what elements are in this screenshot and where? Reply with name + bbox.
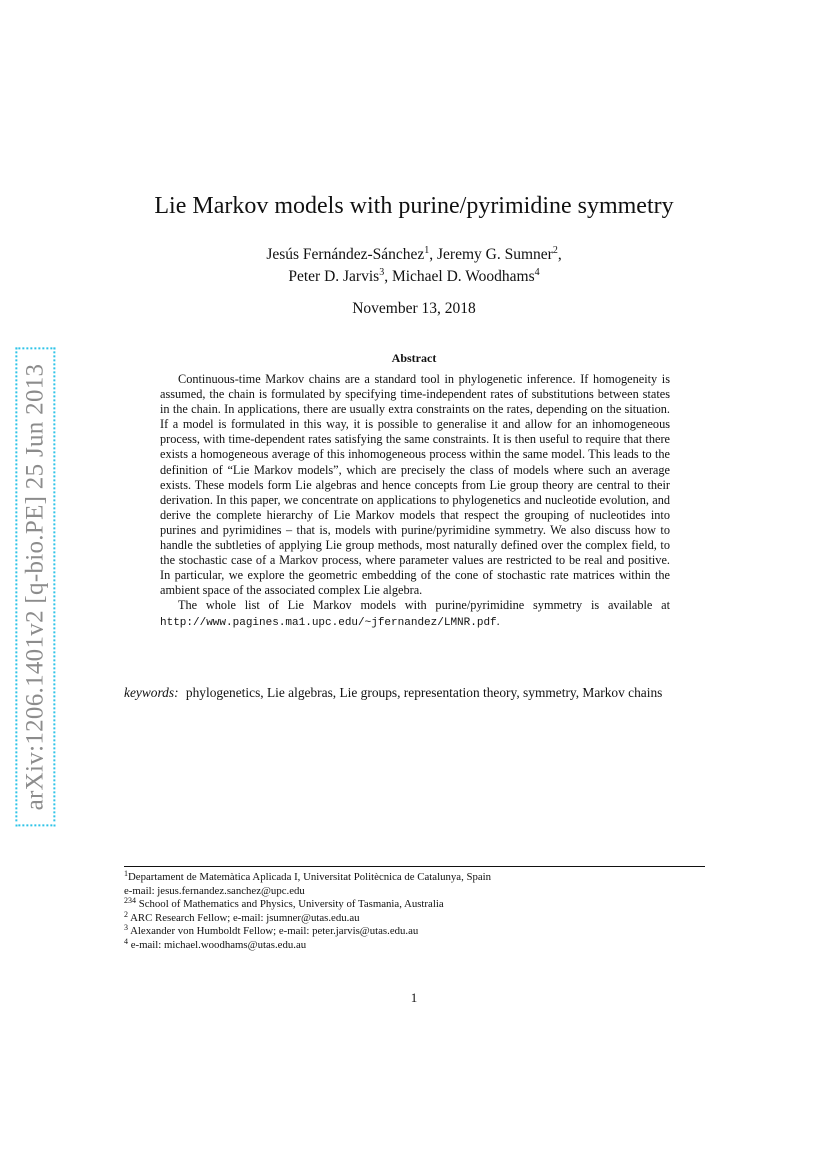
footnote-mark: 3 [124,923,128,932]
keywords-text: phylogenetics, Lie algebras, Lie groups, representation theory, symmetry, Markov chains [185,685,663,700]
footnote [124,871,705,885]
footnote-mark: 2 [124,909,128,919]
arxiv-identifier: arXiv:1206.1401v2 [q-bio.PE] 25 Jun 2013 [19,352,51,823]
footnote-text: e-mail: michael.woodhams@utas.edu.au [128,938,307,951]
footnote-text: School of Mathematics and Physics, University of Tasmania, Australia [136,898,444,910]
footnote-mark: 234 [124,896,136,905]
author-name: Jeremy G. Sumner [437,246,553,263]
abstract-body [160,372,670,631]
author-list [150,244,678,288]
keywords [124,684,705,701]
abstract-paragraph-text: The whole list of Lie Markov models with purine/pyrimidine symmetry is available at [178,598,670,613]
footnotes [124,871,705,952]
author-separator: , [557,246,562,263]
paper-date: November 13, 2018 [352,300,476,317]
author-name: Peter D. Jarvis [288,268,380,285]
footnote [124,936,705,953]
footnote [124,925,705,939]
abstract-paragraph [160,598,670,630]
author-separator: , [384,268,392,285]
paper-title: Lie Markov models with purine/pyrimidine symmetry [154,193,674,219]
author-name: Jesús Fernández-Sánchez [266,246,425,263]
author-separator: , [429,246,438,263]
author-mark: 4 [534,267,540,278]
footnote-text: ARC Research Fellow; e-mail: jsumner@utas.edu.au [128,911,360,924]
abstract-paragraph-end: . [496,613,500,628]
author-line-2 [150,266,678,288]
footnote-mark: 1 [124,869,128,878]
author-mark: 3 [379,267,385,278]
arxiv-stamp [14,332,56,842]
author-mark: 2 [552,245,558,256]
footnote-text: Departament de Matemàtica Aplicada I, Universitat Politècnica de Catalunya, Spain [128,871,492,883]
author-mark: 1 [424,245,430,256]
abstract-heading: Abstract [391,351,437,365]
keywords-label: keywords: [124,685,179,700]
footnote-text: Alexander von Humboldt Fellow; e-mail: peter.jarvis@utas.edu.au [128,925,419,937]
author-line-1 [150,244,678,266]
footnote-divider [124,866,705,867]
page-number: 1 [410,990,418,1005]
abstract-paragraph: Continuous-time Markov chains are a standard tool in phylogenetic inference. If homogeneity is assumed, the chain is formulated by specifying time-independent rates of substitutions between states in the chain. In applications, there are usually extra constraints on the rates, depending on the situation. If a model is formulated in this way, it is possible to generalise it and allow for an inhomogeneous process, with time-dependent rates satisfying the same constraints. It is then useful to require that there exists a homogeneous average of this inhomogeneous process within the same model. This leads to the definition of “Lie Markov models”, which are precisely the class of models where such an average exists. These models form Lie algebras and hence concepts from Lie group theory are central to their derivation. In this paper, we concentrate on applications to phylogenetics and nucleotide evolution, and derive the complete hierarchy of Lie Markov models that respect the grouping of nucleotides into purines and pyrimidines – that is, models with purine/pyrimidine symmetry. We also discuss how to handle the subtleties of applying Lie group methods, most naturally defined over the complex field, to the stochastic case of a Markov process, where parameter values are restricted to be real and positive. In particular, we explore the geometric embedding of the cone of stochastic rate matrices within the ambient space of the associated complex Lie algebra. [160,372,670,598]
footnote-mark: 4 [124,936,128,946]
footnote [124,898,705,912]
footnote [124,909,705,926]
author-name: Michael D. Woodhams [391,268,535,285]
model-list-url[interactable]: http://www.pagines.ma1.upc.edu/~jfernandez/LMNR.pdf [160,616,497,629]
footnote-text: e-mail: jesus.fernandez.sanchez@upc.edu [124,884,305,897]
footnote [124,885,705,899]
